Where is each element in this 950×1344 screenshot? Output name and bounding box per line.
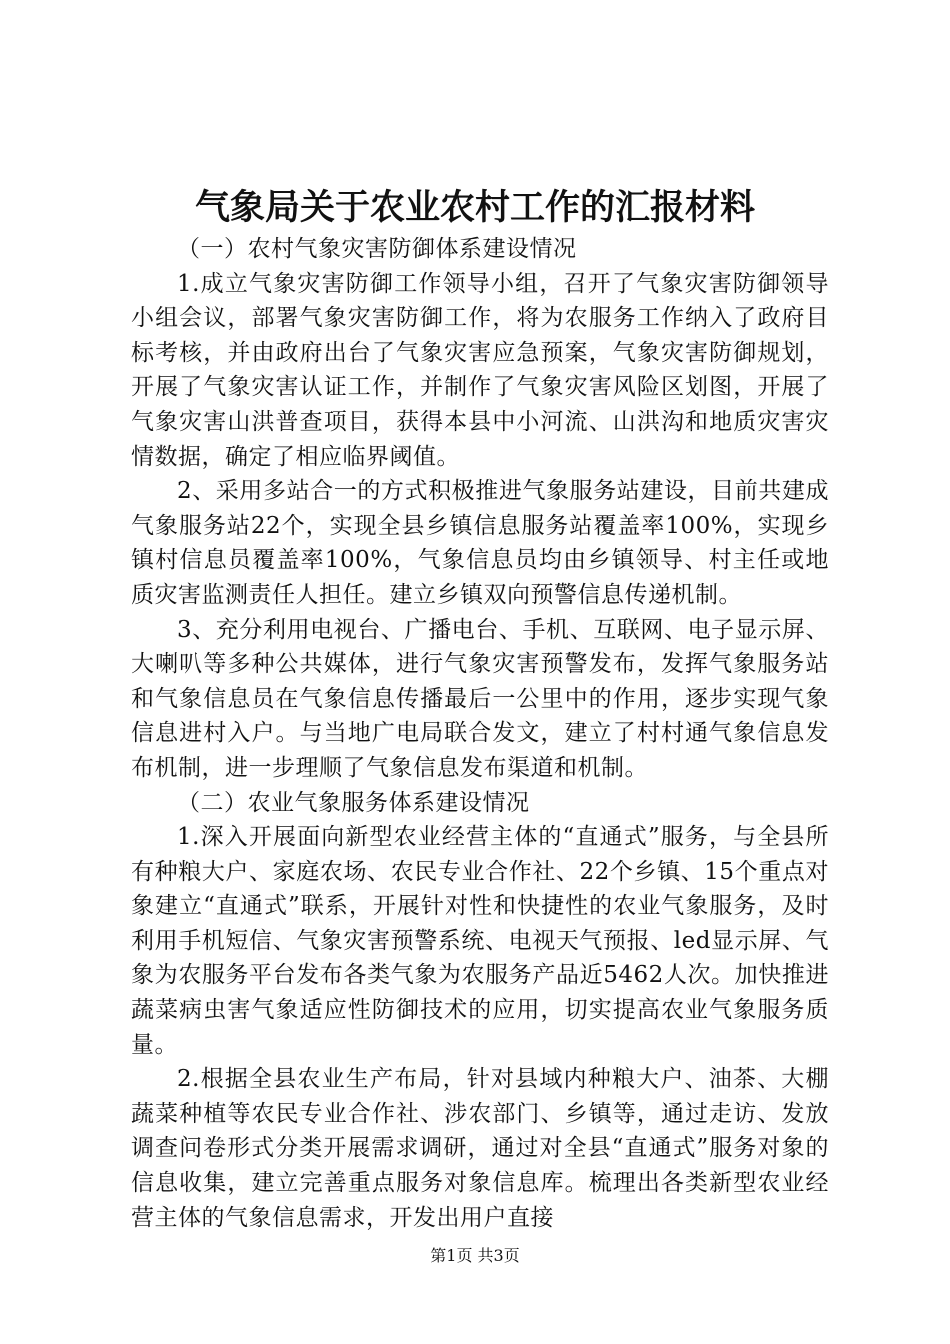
section-heading-2: （二）农业气象服务体系建设情况: [177, 789, 530, 816]
paragraph: 1.深入开展面向新型农业经营主体的“直通式”服务，与全县所有种粮大户、家庭农场、农民专业合作社、22个乡镇、15个重点对象建立“直通式”联系，开展针对性和快捷性的农业气象服务，及时利用手机短信、气象灾害预警系统、电视天气预报、led显示屏、气象为农服务平台发布各类气象为农服务产品近5462人次。加快推进蔬菜病虫害气象适应性防御技术的应用，切实提高农业气象服务质量。: [131, 824, 829, 1058]
paragraph: 1.成立气象灾害防御工作领导小组，召开了气象灾害防御领导小组会议，部署气象灾害防御工作，将为农服务工作纳入了政府目标考核，并由政府出台了气象灾害应急预案，气象灾害防御规划，开展了气象灾害认证工作，并制作了气象灾害风险区划图，开展了气象灾害山洪普查项目，获得本县中小河流、山洪沟和地质灾害灾情数据，确定了相应临界阈值。: [131, 270, 829, 470]
section-heading-1: （一）农村气象灾害防御体系建设情况: [177, 236, 577, 262]
page-number-footer: 第1页 共3页: [430, 1246, 520, 1265]
paragraph: 2.根据全县农业生产布局，针对县域内种粮大户、油茶、大棚蔬菜种植等农民专业合作社、涉农部门、乡镇等，通过走访、发放调查问卷形式分类开展需求调研，通过对全县“直通式”服务对象的信息收集，建立完善重点服务对象信息库。梳理出各类新型农业经营主体的气象信息需求，开发出用户直接: [131, 1066, 829, 1231]
paragraph: 3、充分利用电视台、广播电台、手机、互联网、电子显示屏、大喇叭等多种公共媒体，进行气象灾害预警发布，发挥气象服务站和气象信息员在气象信息传播最后一公里中的作用，逐步实现气象信息进村入户。与当地广电局联合发文，建立了村村通气象信息发布机制，进一步理顺了气象信息发布渠道和机制。: [131, 616, 829, 781]
paragraph: 2、采用多站合一的方式积极推进气象服务站建设，目前共建成气象服务站22个，实现全县乡镇信息服务站覆盖率100%，实现乡镇村信息员覆盖率100%，气象信息员均由乡镇领导、村主任或地质灾害监测责任人担任。建立乡镇双向预警信息传递机制。: [131, 478, 829, 608]
document-body: [131, 232, 829, 1235]
document-title: 气象局关于农业农村工作的汇报材料: [194, 187, 755, 228]
